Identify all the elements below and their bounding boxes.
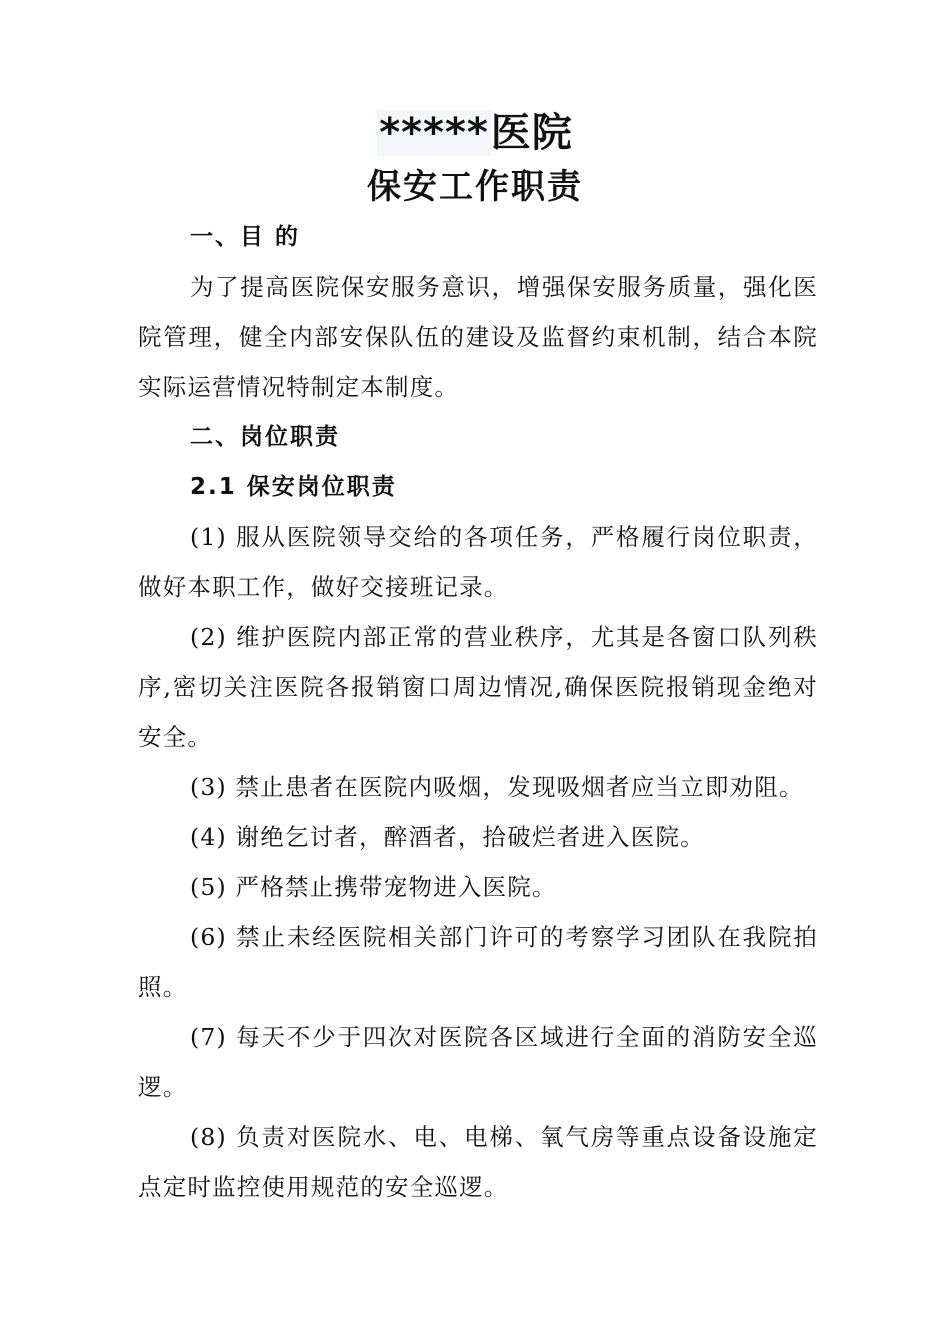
- document-subtitle: 保安工作职责: [367, 167, 583, 207]
- duty-item: (3) 禁止患者在医院内吸烟，发现吸烟者应当立即劝阻。: [190, 773, 804, 801]
- duty-item: (6) 禁止未经医院相关部门许可的考察学习团队在我院拍照。: [138, 923, 818, 1001]
- purpose-paragraph: 为了提高医院保安服务意识，增强保安服务质量，强化医院管理，健全内部安保队伍的建设及监督约束机制，结合本院实际运营情况特制定本制度。: [138, 273, 818, 401]
- duty-item: (8) 负责对医院水、电、电梯、氧气房等重点设备设施定点定时监控使用规范的安全巡逻。: [138, 1123, 818, 1201]
- document-body: [138, 212, 818, 1212]
- section-heading-purpose: 一、目 的: [190, 224, 301, 250]
- document-title: [0, 108, 950, 158]
- title-hospital-word: 医院: [490, 110, 573, 156]
- subsection-heading-guard-duties: 2.1 保安岗位职责: [190, 474, 397, 500]
- duty-item: (4) 谢绝乞讨者，醉酒者，拾破烂者进入医院。: [190, 823, 705, 851]
- title-redacted-name: *****: [379, 110, 489, 156]
- duty-item: (5) 严格禁止携带宠物进入医院。: [190, 873, 557, 901]
- section-heading-duties: 二、岗位职责: [190, 424, 340, 450]
- duty-item: (7) 每天不少于四次对医院各区域进行全面的消防安全巡逻。: [138, 1023, 818, 1101]
- duty-item: (2) 维护医院内部正常的营业秩序，尤其是各窗口队列秩序,密切关注医院各报销窗口周边情况,确保医院报销现金绝对安全。: [138, 623, 818, 751]
- duty-item: (1) 服从医院领导交给的各项任务，严格履行岗位职责，做好本职工作，做好交接班记录。: [138, 523, 818, 601]
